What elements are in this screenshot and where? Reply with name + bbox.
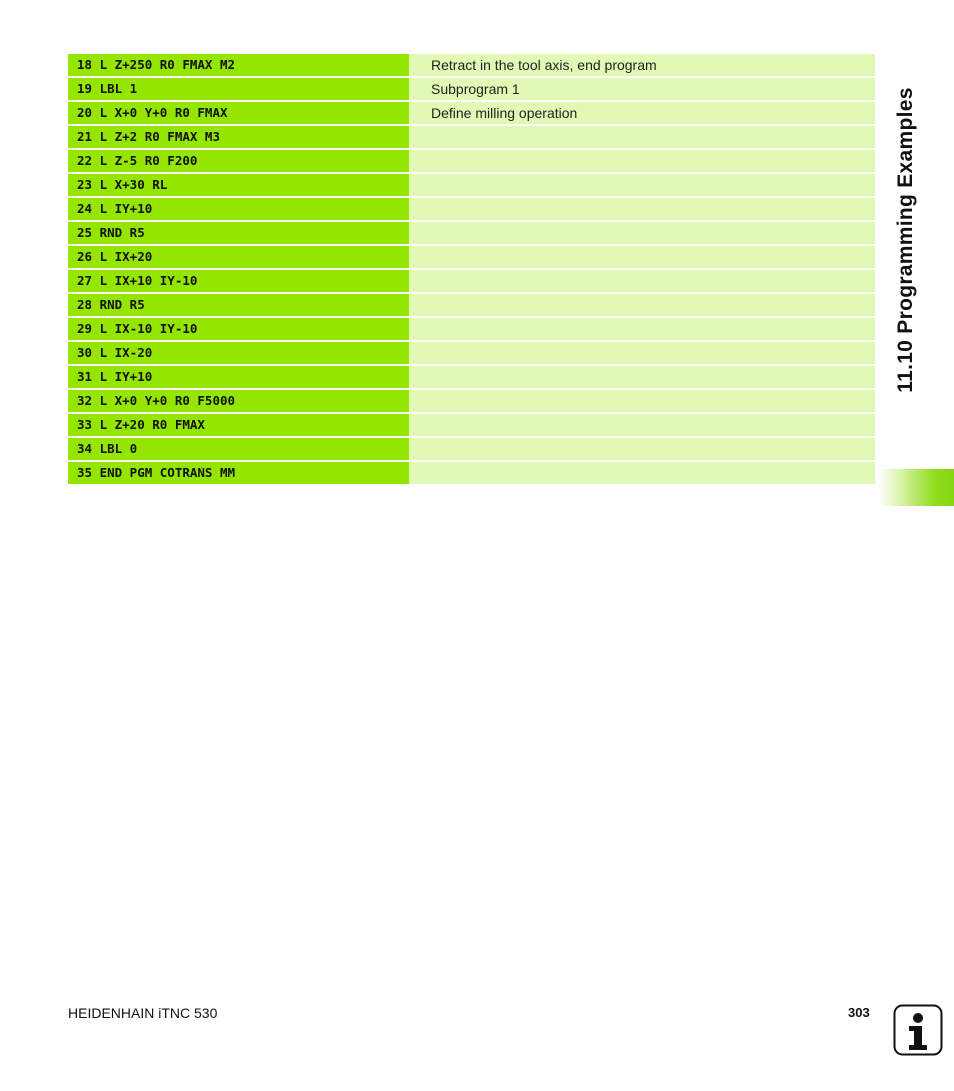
program-table (68, 54, 875, 486)
description-cell (409, 270, 875, 292)
code-cell: 24 L IY+10 (68, 198, 409, 220)
page-number: 303 (848, 1005, 870, 1020)
description-cell (409, 198, 875, 220)
table-row (68, 126, 875, 148)
table-row (68, 414, 875, 436)
description-cell (409, 366, 875, 388)
description-cell (409, 462, 875, 484)
code-cell: 22 L Z-5 R0 F200 (68, 150, 409, 172)
footer-product-name: HEIDENHAIN iTNC 530 (68, 1005, 218, 1021)
description-cell (409, 174, 875, 196)
code-cell: 23 L X+30 RL (68, 174, 409, 196)
code-cell: 21 L Z+2 R0 FMAX M3 (68, 126, 409, 148)
description-cell: Subprogram 1 (409, 78, 875, 100)
table-row (68, 318, 875, 340)
description-cell (409, 414, 875, 436)
code-cell: 20 L X+0 Y+0 R0 FMAX (68, 102, 409, 124)
code-cell: 28 RND R5 (68, 294, 409, 316)
description-cell (409, 246, 875, 268)
description-cell: Retract in the tool axis, end program (409, 54, 875, 76)
code-cell: 35 END PGM COTRANS MM (68, 462, 409, 484)
table-row (68, 438, 875, 460)
code-cell: 18 L Z+250 R0 FMAX M2 (68, 54, 409, 76)
code-cell: 29 L IX-10 IY-10 (68, 318, 409, 340)
description-cell (409, 294, 875, 316)
description-cell: Define milling operation (409, 102, 875, 124)
code-cell: 26 L IX+20 (68, 246, 409, 268)
description-cell (409, 390, 875, 412)
code-cell: 27 L IX+10 IY-10 (68, 270, 409, 292)
info-icon (893, 1004, 943, 1056)
description-cell (409, 126, 875, 148)
table-row (68, 246, 875, 268)
description-cell (409, 438, 875, 460)
section-title: 11.10 Programming Examples (894, 87, 917, 393)
table-row (68, 366, 875, 388)
description-cell (409, 150, 875, 172)
description-cell (409, 342, 875, 364)
table-row (68, 150, 875, 172)
section-title-container (877, 40, 935, 440)
code-cell: 32 L X+0 Y+0 R0 F5000 (68, 390, 409, 412)
code-cell: 25 RND R5 (68, 222, 409, 244)
code-cell: 19 LBL 1 (68, 78, 409, 100)
table-row (68, 294, 875, 316)
table-row (68, 174, 875, 196)
table-row (68, 270, 875, 292)
description-cell (409, 318, 875, 340)
table-row (68, 462, 875, 484)
code-cell: 33 L Z+20 R0 FMAX (68, 414, 409, 436)
description-cell (409, 222, 875, 244)
table-row (68, 102, 875, 124)
chapter-tab (879, 469, 954, 506)
code-cell: 30 L IX-20 (68, 342, 409, 364)
table-row (68, 342, 875, 364)
table-row (68, 78, 875, 100)
table-row (68, 198, 875, 220)
code-cell: 34 LBL 0 (68, 438, 409, 460)
table-row (68, 54, 875, 76)
table-row (68, 222, 875, 244)
code-cell: 31 L IY+10 (68, 366, 409, 388)
table-row (68, 390, 875, 412)
